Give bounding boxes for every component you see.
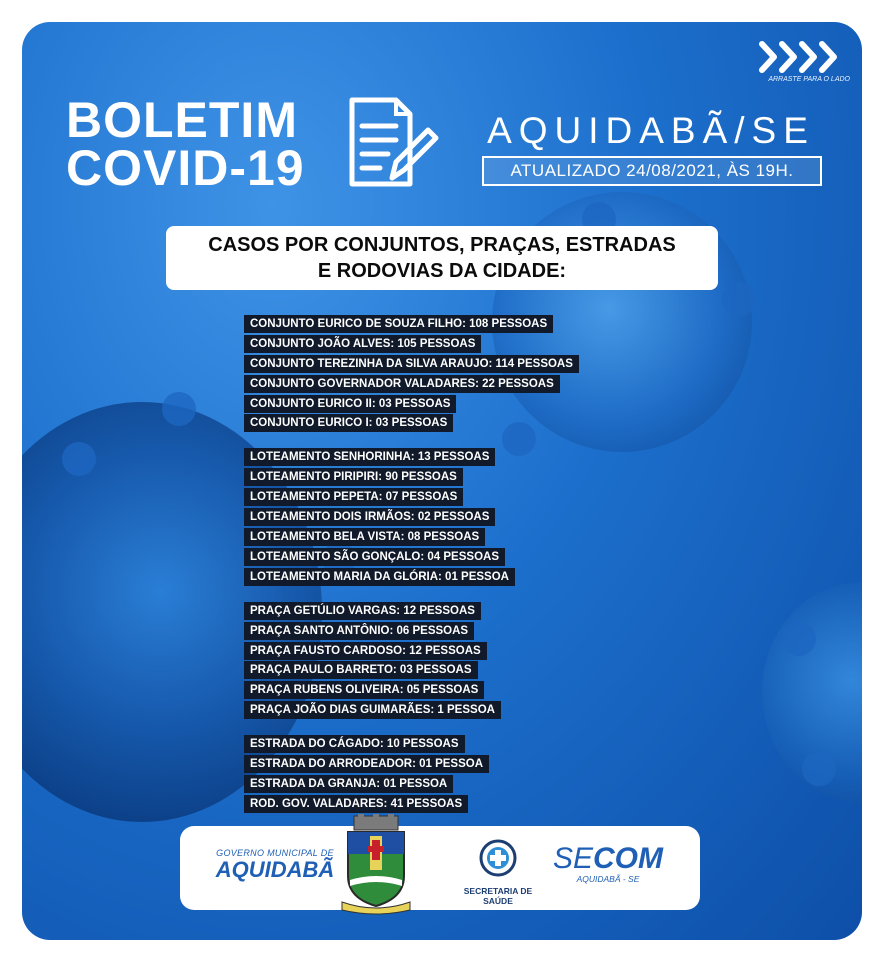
list-item [244, 772, 579, 790]
case-label: CONJUNTO TEREZINHA DA SILVA ARAUJO: 114 PESSOAS [244, 355, 579, 373]
city-name: AQUIDABÃ/SE [487, 110, 815, 151]
list-item [244, 599, 579, 617]
case-label: LOTEAMENTO PEPETA: 07 PESSOAS [244, 488, 463, 506]
section-heading [166, 226, 718, 290]
health-secretariat-logo [448, 836, 548, 906]
case-label: PRAÇA SANTO ANTÔNIO: 06 PESSOAS [244, 622, 474, 640]
gov-big-text: AQUIDABÃ [215, 857, 335, 882]
heading-line-2: E RODOVIAS DA CIDADE: [317, 260, 567, 282]
secom-com: COM [593, 842, 664, 875]
list-item [244, 312, 579, 330]
title-line-1: BOLETIM [66, 92, 298, 148]
list-item [244, 619, 579, 637]
document-pen-icon [344, 96, 440, 190]
case-label: ESTRADA DO ARRODEADOR: 01 PESSOA [244, 755, 489, 773]
page-title [66, 92, 305, 196]
list-item [244, 465, 579, 483]
coat-of-arms-icon [340, 814, 412, 918]
title-line-2: COVID-19 [66, 140, 305, 196]
case-label: LOTEAMENTO DOIS IRMÃOS: 02 PESSOAS [244, 508, 495, 526]
virus-spike [722, 282, 756, 316]
municipal-government-logo [210, 848, 340, 882]
secom-se: SE [552, 842, 594, 875]
case-label: LOTEAMENTO SÃO GONÇALO: 04 PESSOAS [244, 548, 505, 566]
case-label: PRAÇA GETÚLIO VARGAS: 12 PESSOAS [244, 602, 481, 620]
virus-spike [782, 622, 816, 656]
secom-logo [548, 844, 668, 884]
list-item [244, 752, 579, 770]
virus-spike [802, 752, 836, 786]
case-label: ESTRADA DO CÁGADO: 10 PESSOAS [244, 735, 465, 753]
list-item [244, 485, 579, 503]
virus-spike [62, 442, 96, 476]
swipe-hint: ARRASTE PARA O LADO [768, 76, 850, 83]
case-label: CONJUNTO EURICO II: 03 PESSOAS [244, 395, 456, 413]
footer-logos [180, 826, 700, 910]
list-item [244, 525, 579, 543]
health-secretariat-label: SECRETARIA DE SAÚDE [463, 886, 533, 906]
case-label: PRAÇA JOÃO DIAS GUIMARÃES: 1 PESSOA [244, 701, 501, 719]
cases-list [244, 312, 579, 812]
secom-wordmark [548, 844, 668, 874]
case-label: CONJUNTO GOVERNADOR VALADARES: 22 PESSOAS [244, 375, 560, 393]
list-item [244, 545, 579, 563]
list-item [244, 678, 579, 696]
list-item [244, 732, 579, 750]
case-label: LOTEAMENTO MARIA DA GLÓRIA: 01 PESSOA [244, 568, 515, 586]
case-label: LOTEAMENTO PIRIPIRI: 90 PESSOAS [244, 468, 463, 486]
list-item [244, 698, 579, 716]
case-label: CONJUNTO EURICO I: 03 PESSOAS [244, 414, 453, 432]
list-item [244, 392, 579, 410]
swipe-arrows-icon[interactable] [758, 40, 848, 74]
list-item [244, 658, 579, 676]
case-label: PRAÇA RUBENS OLIVEIRA: 05 PESSOAS [244, 681, 484, 699]
health-secretariat-icon [478, 838, 518, 882]
case-label: ESTRADA DA GRANJA: 01 PESSOA [244, 775, 453, 793]
list-item [244, 445, 579, 463]
list-item [244, 639, 579, 657]
case-label: CONJUNTO EURICO DE SOUZA FILHO: 108 PESSOAS [244, 315, 553, 333]
case-label: LOTEAMENTO BELA VISTA: 08 PESSOAS [244, 528, 485, 546]
case-label: ROD. GOV. VALADARES: 41 PESSOAS [244, 795, 468, 813]
case-label: PRAÇA FAUSTO CARDOSO: 12 PESSOAS [244, 642, 487, 660]
case-label: LOTEAMENTO SENHORINHA: 13 PESSOAS [244, 448, 495, 466]
list-item [244, 332, 579, 350]
gov-small-text: GOVERNO MUNICIPAL DE [216, 848, 334, 858]
secom-subtitle: AQUIDABÃ - SE [576, 874, 640, 884]
case-label: CONJUNTO JOÃO ALVES: 105 PESSOAS [244, 335, 481, 353]
update-timestamp: ATUALIZADO 24/08/2021, ÀS 19H. [482, 156, 822, 186]
list-item [244, 352, 579, 370]
list-item [244, 565, 579, 583]
list-item [244, 411, 579, 429]
list-item [244, 792, 579, 810]
list-item [244, 505, 579, 523]
virus-spike [162, 392, 196, 426]
list-item [244, 372, 579, 390]
case-label: PRAÇA PAULO BARRETO: 03 PESSOAS [244, 661, 478, 679]
heading-line-1: CASOS POR CONJUNTOS, PRAÇAS, ESTRADAS [208, 234, 676, 256]
